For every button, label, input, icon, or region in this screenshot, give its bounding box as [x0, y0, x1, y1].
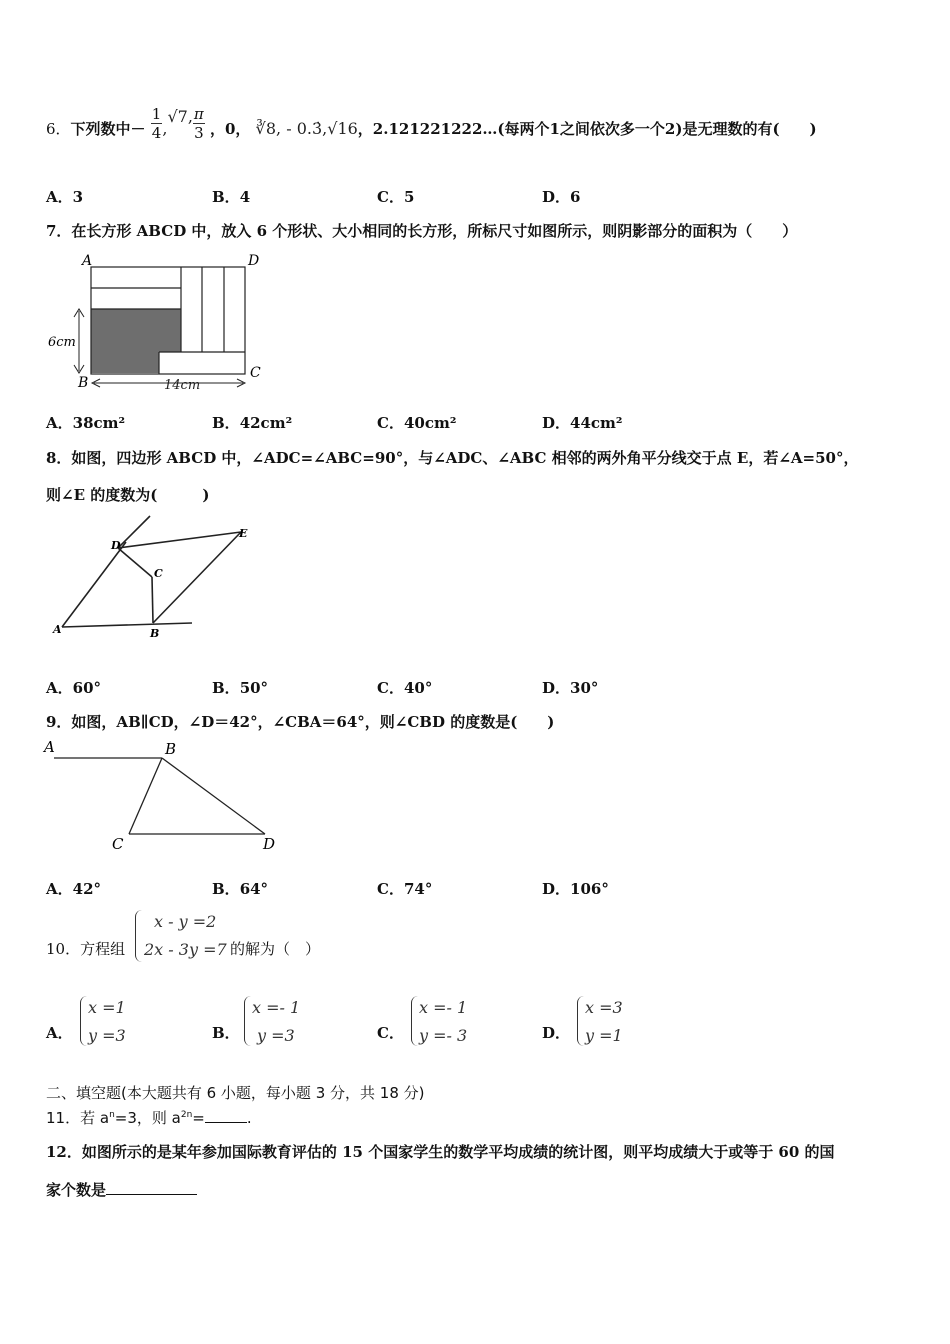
- q7-width-label: 14cm: [164, 378, 201, 393]
- q10-lead: 10．方程组: [46, 940, 126, 958]
- q8-line-d-ext: [118, 516, 150, 548]
- q8-label-c: C: [154, 567, 163, 580]
- q6-option-a-letter: A．: [46, 188, 73, 206]
- q10-option-c-letter: C．: [377, 1024, 404, 1042]
- q10-option-a-l2: y =3: [88, 1026, 126, 1045]
- q6-option-b-letter: B．: [212, 188, 240, 206]
- q11-sup1: n: [109, 1110, 115, 1120]
- q9-option-c: [377, 878, 432, 899]
- q7-option-c: [377, 412, 456, 433]
- q8-label-d: D: [111, 539, 121, 552]
- q6-fraction-quarter: [151, 105, 163, 142]
- q8-option-c: [377, 677, 432, 698]
- section-2-heading: 二、填空题(本大题共有 6 小题，每小题 3 分，共 18 分): [46, 1084, 425, 1102]
- q7-option-d: [542, 412, 622, 433]
- q7-option-a-text: 38cm²: [72, 414, 126, 432]
- q8-label-b: B: [150, 627, 160, 640]
- q10-eq2: 2x - 3y =7: [144, 940, 227, 959]
- q7-label-a: A: [82, 253, 93, 269]
- q6-fracpi-num: π: [193, 104, 204, 123]
- q9-figure: [40, 737, 290, 857]
- q10-option-a: [46, 1022, 73, 1043]
- q7-option-a: [46, 412, 125, 433]
- q6-fracpi-den: 3: [194, 123, 204, 142]
- q6-comma-b: ,: [187, 107, 193, 126]
- q6-comma-a: ,: [162, 119, 168, 138]
- q7-height-label: 6cm: [48, 335, 76, 350]
- q8-option-a: [46, 677, 101, 698]
- q10-option-d-l2: y =1: [585, 1026, 623, 1045]
- q10-system-brace: [135, 910, 142, 962]
- q7-label-d: D: [248, 253, 260, 269]
- q9-label-a: A: [44, 738, 55, 756]
- q10-option-a-system: [88, 994, 126, 1050]
- q10-option-b-l1: x =- 1: [252, 998, 301, 1017]
- q12-answer-blank[interactable]: [106, 1180, 197, 1195]
- q8-label-a: A: [53, 623, 62, 636]
- q8-figure: [46, 510, 266, 645]
- q9-label-b: B: [165, 740, 177, 758]
- q6-option-c: [377, 186, 414, 207]
- q7-label-c: C: [250, 365, 261, 381]
- q8-option-d: [542, 677, 598, 698]
- q7-label-b: B: [78, 375, 89, 391]
- q9-option-b-letter: B．: [212, 880, 240, 898]
- q12-line2: [46, 1179, 197, 1200]
- q10-option-b-brace: [244, 996, 251, 1046]
- q6-rest: ，2.121221222…(每两个1之间依次多一个2)是无理数的有( ): [357, 120, 817, 138]
- q7-notch: [159, 352, 182, 374]
- q8-option-b: [212, 677, 268, 698]
- q8-line1: 8．如图，四边形 ABCD 中，∠ADC=∠ABC=90°，与∠ADC、∠ABC 相邻的两外角平分线交于点 E，若∠A=50°，: [46, 449, 859, 467]
- q8-option-b-letter: B．: [212, 679, 240, 697]
- q10-option-b-letter: B．: [212, 1024, 240, 1042]
- q10-option-d-brace: [577, 996, 584, 1046]
- q8-option-a-text: 60°: [72, 679, 102, 697]
- q10-option-b: [212, 1022, 240, 1043]
- q6-cbrt8: ∛8: [255, 119, 277, 138]
- q10-option-d-letter: D．: [542, 1024, 571, 1042]
- q8-option-c-text: 40°: [403, 679, 433, 697]
- q9-option-b: [212, 878, 268, 899]
- q7-option-d-letter: D．: [542, 414, 571, 432]
- q10-option-c: [377, 1022, 404, 1043]
- q6-neg03: , - 0.3̇: [276, 119, 323, 138]
- q9-option-c-letter: C．: [377, 880, 404, 898]
- q6-option-b: [212, 186, 250, 207]
- q10-option-d-l1: x =3: [585, 998, 623, 1017]
- q11-pre: 11．若 a: [46, 1109, 110, 1127]
- q6-option-c-text: 5: [403, 188, 415, 206]
- q11-end: .: [246, 1109, 252, 1127]
- q9-text: 9．如图，AB∥CD，∠D＝42°，∠CBA＝64°，则∠CBD 的度数是( ): [46, 713, 555, 731]
- q7-text: 7．在长方形 ABCD 中，放入 6 个形状、大小相同的长方形，所标尺寸如图所示，则阴影部分的面积为（ ）: [46, 222, 798, 240]
- q7-option-a-letter: A．: [46, 414, 73, 432]
- q9-line-bd: [162, 758, 265, 834]
- q8-line-ad: [62, 542, 126, 627]
- q6-line: [46, 104, 817, 142]
- q10-eq1: x - y =2: [154, 912, 217, 931]
- q11-answer-blank[interactable]: [205, 1108, 247, 1123]
- q9-option-d-letter: D．: [542, 880, 571, 898]
- q6-zero: ，0，: [210, 120, 251, 138]
- q10-option-d-system: [585, 994, 623, 1050]
- q10-option-a-l1: x =1: [88, 998, 126, 1017]
- q11-mid: =3，则 a: [114, 1109, 181, 1127]
- q6-option-d-letter: D．: [542, 188, 571, 206]
- q8-line-ab: [62, 623, 192, 627]
- q8-option-c-letter: C．: [377, 679, 404, 697]
- q7-option-b-letter: B．: [212, 414, 240, 432]
- q10-option-b-system: [252, 994, 300, 1050]
- q8-line-de: [118, 532, 241, 548]
- q11-line: [46, 1107, 252, 1128]
- q8-line-be: [153, 532, 241, 623]
- q8-option-d-letter: D．: [542, 679, 571, 697]
- q9-option-a: [46, 878, 101, 899]
- q9-option-d: [542, 878, 609, 899]
- q7-option-b-text: 42cm²: [239, 414, 293, 432]
- q7-figure: [46, 248, 276, 396]
- q6-option-d: [542, 186, 580, 207]
- q12-line2-text: 家个数是: [46, 1181, 107, 1199]
- q10-option-b-l2: y =3: [257, 1026, 295, 1045]
- q9-option-b-text: 64°: [239, 880, 269, 898]
- q6-option-b-text: 4: [239, 188, 251, 206]
- q10-system: [144, 908, 227, 964]
- q7-option-c-letter: C．: [377, 414, 404, 432]
- q10-option-c-l1: x =- 1: [419, 998, 468, 1017]
- q6-lead: 下列数中－: [70, 120, 146, 138]
- q7-option-c-text: 40cm²: [403, 414, 457, 432]
- q9-label-c: C: [112, 835, 124, 853]
- q12-line1: 12．如图所示的是某年参加国际教育评估的 15 个国家学生的数学平均成绩的统计图，则平均成绩大于或等于 60 的国: [46, 1143, 835, 1161]
- q11-post: =: [192, 1109, 205, 1127]
- q10-option-a-letter: A．: [46, 1024, 73, 1042]
- q6-fraction-pi: [193, 105, 205, 142]
- q6-sqrt16: ,√16: [322, 119, 358, 138]
- q8-option-a-letter: A．: [46, 679, 73, 697]
- q6-option-c-letter: C．: [377, 188, 404, 206]
- q8-option-d-text: 30°: [570, 679, 599, 697]
- q8-line-cb: [152, 577, 153, 623]
- q9-option-c-text: 74°: [403, 880, 433, 898]
- q10-option-c-system: [419, 994, 467, 1050]
- q6-option-a: [46, 186, 83, 207]
- q9-option-d-text: 106°: [570, 880, 609, 898]
- q8-option-b-text: 50°: [239, 679, 269, 697]
- q6-number: 6．: [46, 120, 71, 138]
- q7-option-d-text: 44cm²: [570, 414, 623, 432]
- q11-sup2: 2n: [180, 1110, 193, 1120]
- q8-line-dc: [118, 548, 152, 577]
- q9-option-a-text: 42°: [72, 880, 102, 898]
- q10-option-c-brace: [411, 996, 418, 1046]
- q6-frac1-den: 4: [151, 123, 162, 142]
- q9-line-bc: [129, 758, 162, 834]
- q6-sqrt7: √7: [167, 107, 188, 126]
- q10-option-d: [542, 1022, 570, 1043]
- q6-frac1-num: 1: [151, 104, 162, 123]
- q10-tail: 的解为（ ）: [230, 940, 321, 958]
- q7-option-b: [212, 412, 292, 433]
- q8-label-e: E: [239, 527, 248, 540]
- q10-option-c-l2: y =- 3: [419, 1026, 468, 1045]
- q6-option-d-text: 6: [570, 188, 581, 206]
- q9-option-a-letter: A．: [46, 880, 73, 898]
- q9-label-d: D: [263, 835, 276, 853]
- q6-option-a-text: 3: [72, 188, 84, 206]
- q10-option-a-brace: [80, 996, 87, 1046]
- q8-line2: 则∠E 的度数为( ): [46, 486, 210, 504]
